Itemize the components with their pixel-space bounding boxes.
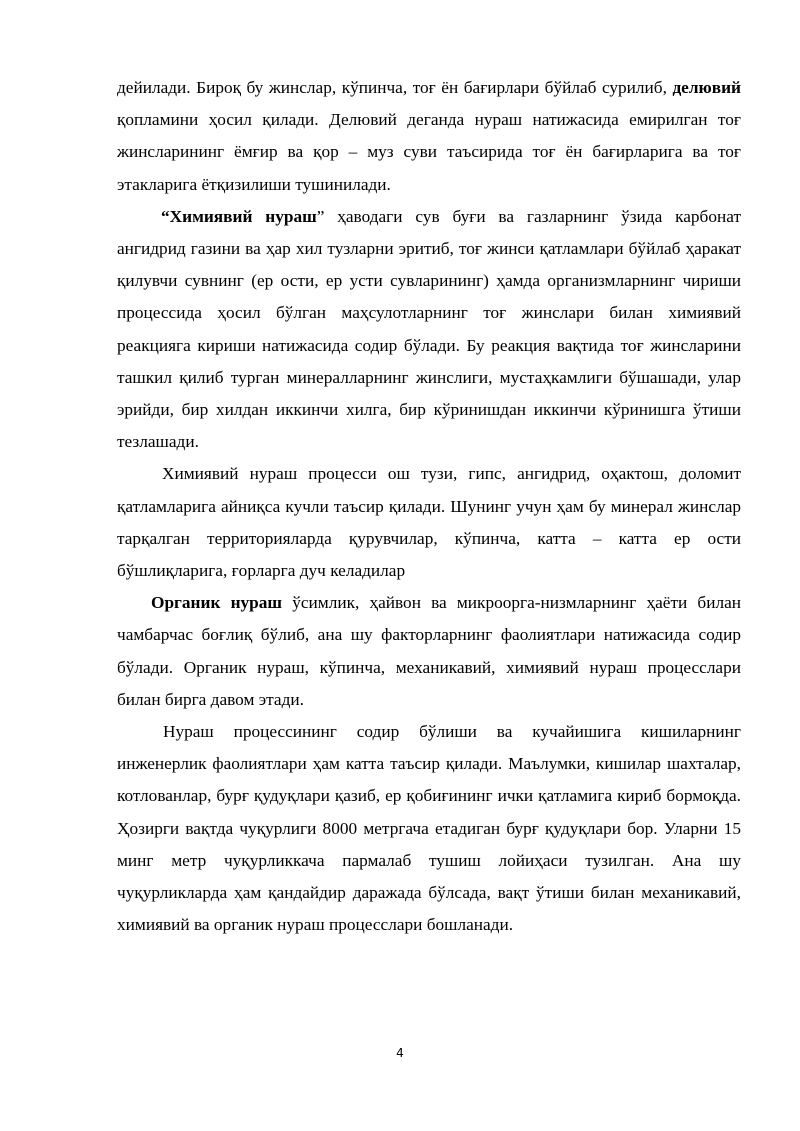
document-page	[117, 72, 741, 941]
paragraph-organic-weathering	[117, 587, 741, 716]
paragraph-chemical-process	[117, 458, 741, 587]
paragraph-text: Химиявий нураш процесси ош тузи, гипс, ангидрид, оҳактош, доломит қатламларига айниқса кучли таъсир қилади. Шунинг учун ҳам бу минерал жинслар тарқалган территорияларда қурувчилар, кўпинча, катта – катта ер ости бўшлиқларига, ғорларга дуч келадилар	[117, 464, 741, 581]
term-deluvium: делювий	[672, 78, 741, 97]
page-number: 4	[396, 1046, 404, 1060]
paragraph-text: ” ҳаводаги сув буғи ва газларнинг ўзида карбонат ангидрид газини ва ҳар хил тузларни эритиб, тоғ жинси қатламлари бўйлаб ҳаракат қилувчи сувнинг (ер ости, ер усти сувларининг) ҳамда организмларнинг чириши процессида ҳосил бўлган маҳсулотларнинг тоғ жинслари билан химиявий реакцияга кириши натижасида содир бўлади. Бу реакция вақтида тоғ жинсларини ташкил қилиб турган минералларнинг жинслиги, мустаҳкамлиги бўшашади, улар эрийди, бир хилдан иккинчи хилга, бир кўринишдан иккинчи кўринишга ўтиши тезлашади.	[117, 206, 742, 452]
term-chemical-weathering: “Химиявий нураш	[161, 206, 317, 226]
paragraph-text: ўсимлик, ҳайвон ва микроорга-низмларнинг ҳаёти билан чамбарчас боғлиқ бўлиб, ана шу факторларнинг фаолиятлари натижасида содир бўлади. Органик нураш, кўпинча, механикавий, химиявий нураш процесслари билан бирга давом этади.	[117, 593, 742, 709]
paragraph-text: дейилади. Бироқ бу жинслар, кўпинча, тоғ ён бағирлари бўйлаб сурилиб,	[117, 78, 673, 97]
term-organic-weathering: Органик нураш	[151, 593, 283, 613]
paragraph-human-activity	[117, 716, 741, 941]
paragraph-text: Нураш процессининг содир бўлиши ва кучайишига кишиларнинг инженерлик фаолиятлари ҳам катта таъсир қилади. Маълумки, кишилар шахталар, котлованлар, бурғ қудуқлари қазиб, ер қобиғининг ички қатламига кириб бормоқда. Ҳозирги вақтда чуқурлиги 8000 метргача етадиган бурғ қудуқлари бор. Уларни 15 минг метр чуқурликкача пармалаб тушиш лойиҳаси тузилган. Ана шу чуқурликларда ҳам қандайдир даражада бўлсада, вақт ўтиши билан механикавий, химиявий ва органик нураш процесслари бошланади.	[117, 722, 741, 935]
paragraph-chemical-weathering	[117, 201, 741, 459]
paragraph-text: қопламини ҳосил қилади. Делювий деганда нураш натижасида емирилган тоғ жинсларининг ёмғир ва қор – муз суви таъсирида тоғ ён бағирларига ва тоғ этакларига ётқизилиши тушинилади.	[117, 110, 741, 194]
paragraph-deluvium	[117, 72, 741, 201]
